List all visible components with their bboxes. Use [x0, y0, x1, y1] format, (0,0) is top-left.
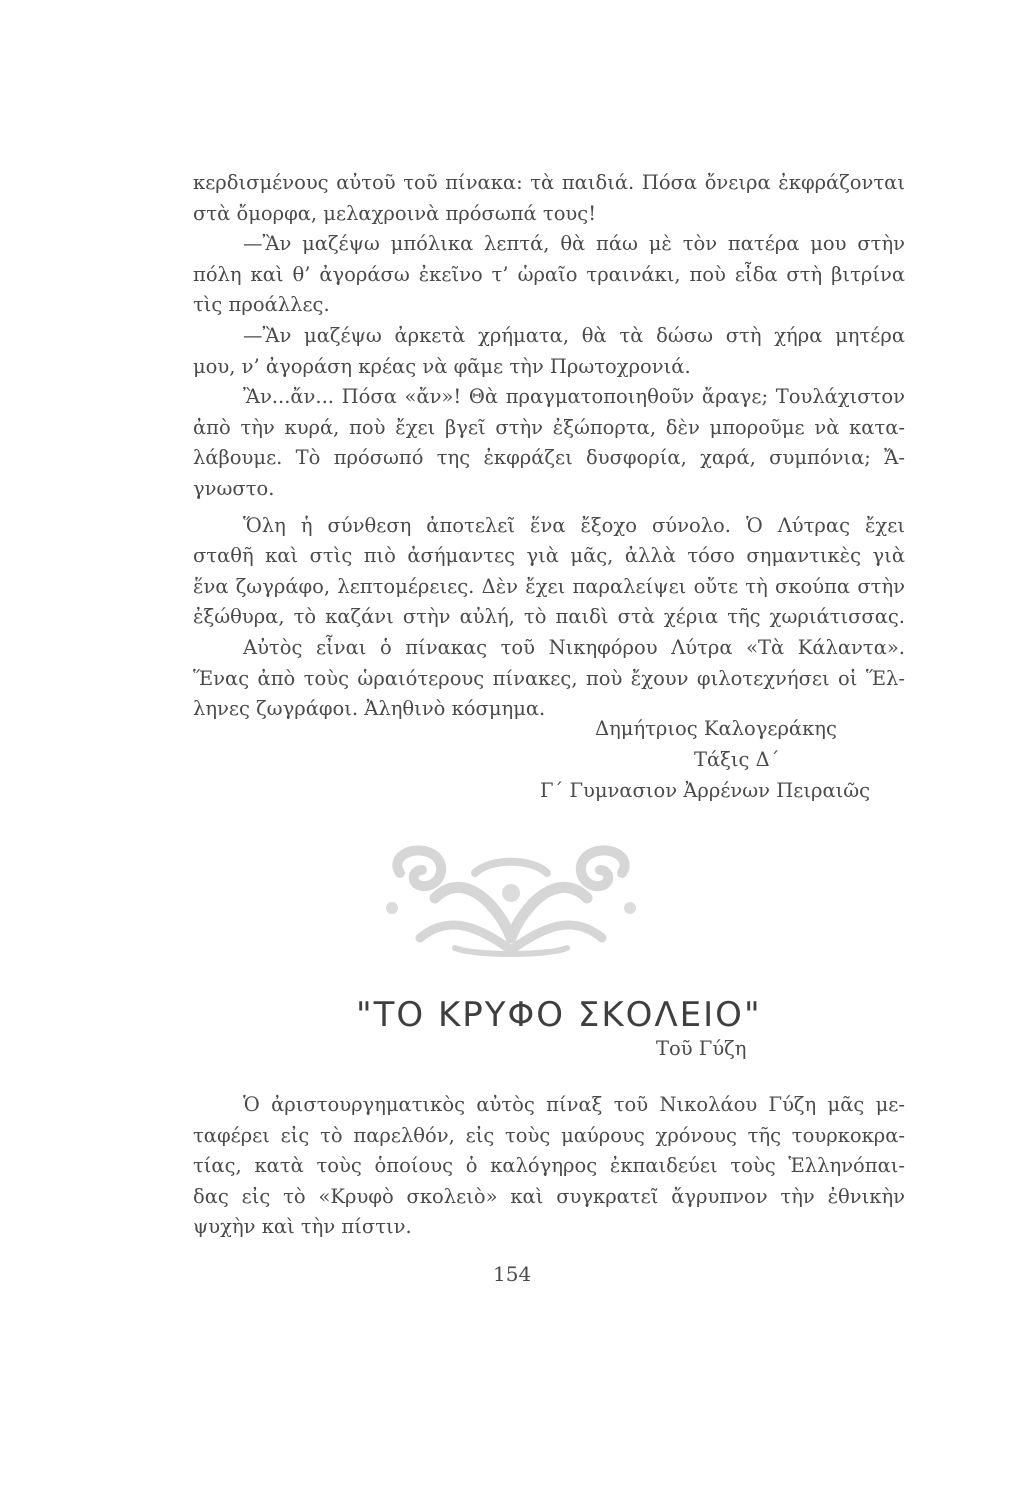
text-line: —Ἂν μαζέψω μπόλικα λεπτά, θὰ πάω μὲ τὸν πατέρα μου στὴν — [243, 232, 905, 256]
page-number: 154 — [493, 1262, 532, 1286]
text-line: Ὅλη ἡ σύνθεση ἀποτελεῖ ἕνα ἔξοχο σύνολο. Ὁ Λύτρας ἔχει — [243, 513, 905, 537]
text-line: —Ἂν μαζέψω ἀρκετὰ χρήματα, θὰ τὰ δώσω στὴ χήρα μητέρα — [243, 323, 905, 347]
signature-class: Τάξις Δ΄ — [694, 748, 780, 771]
text-line: λάβουμε. Τὸ πρόσωπό της ἐκφράζει δυσφορία, χαρά, συμπόνια; Ἄ- — [193, 446, 905, 470]
article-title: "ΤΟ ΚΡΥΦΟ ΣΚΟΛΕΙΟ" — [356, 995, 762, 1035]
text-line: δας εἰς τὸ «Κρυφὸ σκολειὸ» καὶ συγκρατεῖ ἄγρυπνον τὴν ἐθνικὴν — [193, 1184, 905, 1208]
text-line: στὰ ὄμορφα, μελαχροινὰ πρόσωπά τους! — [193, 201, 597, 225]
text-line: ἕνα ζωγράφο, λεπτομέρειες. Δὲν ἔχει παραλείψει οὔτε τὴ σκούπα στὴν — [193, 574, 905, 598]
text-line: ἐξώθυρα, τὸ καζάνι στὴν αὐλή, τὸ παιδὶ στὰ χέρια τῆς χωριάτισσας. — [193, 605, 905, 629]
text-line: ἀπὸ τὴν κυρά, ποὺ ἔχει βγεῖ στὴν ἐξώπορτα, δὲν μποροῦμε νὰ κατα- — [193, 415, 905, 439]
article-byline: Τοῦ Γύζη — [656, 1037, 747, 1060]
text-line: Αὐτὸς εἶναι ὁ πίνακας τοῦ Νικηφόρου Λύτρα «Τὰ Κάλαντα». — [243, 635, 905, 659]
text-line: μου, ν’ ἀγοράση κρέας νὰ φᾶμε τὴν Πρωτοχρονιά. — [193, 354, 691, 378]
text-line: κερδισμένους αὐτοῦ τοῦ πίνακα: τὰ παιδιά. Πόσα ὄνειρα ἐκφράζονται — [193, 171, 905, 194]
text-line: ληνες ζωγράφοι. Ἀληθινὸ κόσμημα. — [193, 697, 546, 721]
text-line: Ἕνας ἀπὸ τοὺς ὡραιότερους πίνακες, ποὺ ἔχουν φιλοτεχνήσει οἱ Ἕλ- — [193, 666, 905, 690]
text-line: τὶς προάλλες. — [193, 293, 330, 317]
article-lytras-text — [193, 168, 905, 725]
text-line: τίας, κατὰ τοὺς ὁποίους ὁ καλόγηρος ἐκπαιδεύει τοὺς Ἑλληνόπαι- — [193, 1154, 905, 1178]
text-line: Ὁ ἀριστουργηματικὸς αὐτὸς πίναξ τοῦ Νικολάου Γύζη μᾶς με- — [243, 1093, 905, 1116]
text-line: γνωστο. — [193, 476, 275, 500]
text-line: ταφέρει εἰς τὸ παρελθόν, εἰς τοὺς μαύρους χρόνους τῆς τουρκοκρα- — [193, 1123, 905, 1147]
signature-school: Γ΄ Γυμνασιον Ἀρρένων Πειραιῶς — [540, 779, 871, 802]
text-line: πόλη καὶ θ’ ἀγοράσω ἐκεῖνο τ’ ὡραῖο τραινάκι, ποὺ εἶδα στὴ βιτρίνα — [193, 262, 905, 286]
text-line: ψυχὴν καὶ τὴν πίστιν. — [193, 1215, 412, 1239]
text-line: Ἂν...ἄν... Πόσα «ἄν»! Θὰ πραγματοποιηθοῦν ἄραγε; Τουλάχιστον — [243, 385, 905, 409]
decorative-scroll-ornament-icon — [380, 838, 642, 963]
text-line: σταθῆ καὶ στὶς πιὸ ἀσήμαντες γιὰ μᾶς, ἀλλὰ τόσο σημαντικὲς γιὰ — [193, 544, 905, 568]
article-gyzis-text — [193, 1090, 905, 1243]
signature-name: Δημήτριος Καλογεράκης — [595, 717, 837, 740]
